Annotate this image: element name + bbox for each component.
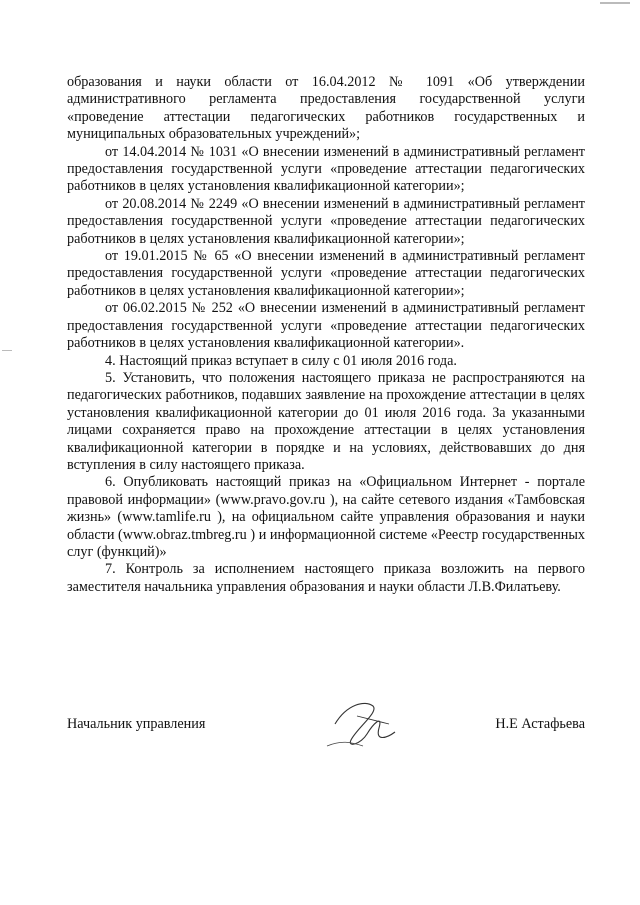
paragraph: от 19.01.2015 № 65 «О внесении изменений в административный регламент предоставления государственной услуги «проведение аттестации педагогических работников в целях установления квалификационной категории»; [67,248,585,299]
paragraph: 7. Контроль за исполнением настоящего приказа возложить на первого заместителя начальника управления образования и науки области Л.В.Филатьеву. [67,561,585,595]
paragraph: образования и науки области от 16.04.2012 № 1091 «Об утверждении административного регламента предоставления государственной услуги «проведение аттестации педагогических работников государственных и муниципальных образовательных учреждений»; [67,74,585,143]
paragraph: 5. Установить, что положения настоящего приказа не распространяются на педагогических работников, подавших заявление на прохождение аттестации в целях установления квалификационной категории до 01 июля 2016 года. За указанными лицами сохраняется право на прохождение аттестации в целях установления квалификационной категории в порядке и на условиях, действовавших до дня вступления в силу настоящего приказа. [67,369,585,473]
signatory-name: Н.Е Астафьева [495,716,585,732]
paragraph: от 14.04.2014 № 1031 «О внесении изменений в административный регламент предоставления государственной услуги «проведение аттестации педагогических работников в целях установления квалификационной категории»; [67,143,585,195]
scan-edge-mark [2,350,12,351]
paragraph: 4. Настоящий приказ вступает в силу с 01 июля 2016 года. [105,352,457,369]
paragraph: от 06.02.2015 № 252 «О внесении изменений в административный регламент предоставления государственной услуги «проведение аттестации педагогических работников в целях установления квалификационной категории». [67,300,585,352]
document-body [67,74,585,596]
handwritten-signature [317,694,407,754]
paragraph: 6. Опубликовать настоящий приказ на «Официальном Интернет - портале правовой информации» (www.pravo.gov.ru ), на сайте сетевого издания «Тамбовская жизнь» (www.tamlife.ru ), на официальном сайте управления образования и науки области (www.obraz.tmbreg.ru ) и информационной системе «Реестр государственных слуг (функций)» [67,474,585,560]
scan-edge-mark [600,2,630,4]
paragraph: от 20.08.2014 № 2249 «О внесении изменений в административный регламент предоставления государственной услуги «проведение аттестации педагогических работников в целях установления квалификационной категории»; [67,195,585,247]
signatory-title: Начальник управления [67,716,206,732]
